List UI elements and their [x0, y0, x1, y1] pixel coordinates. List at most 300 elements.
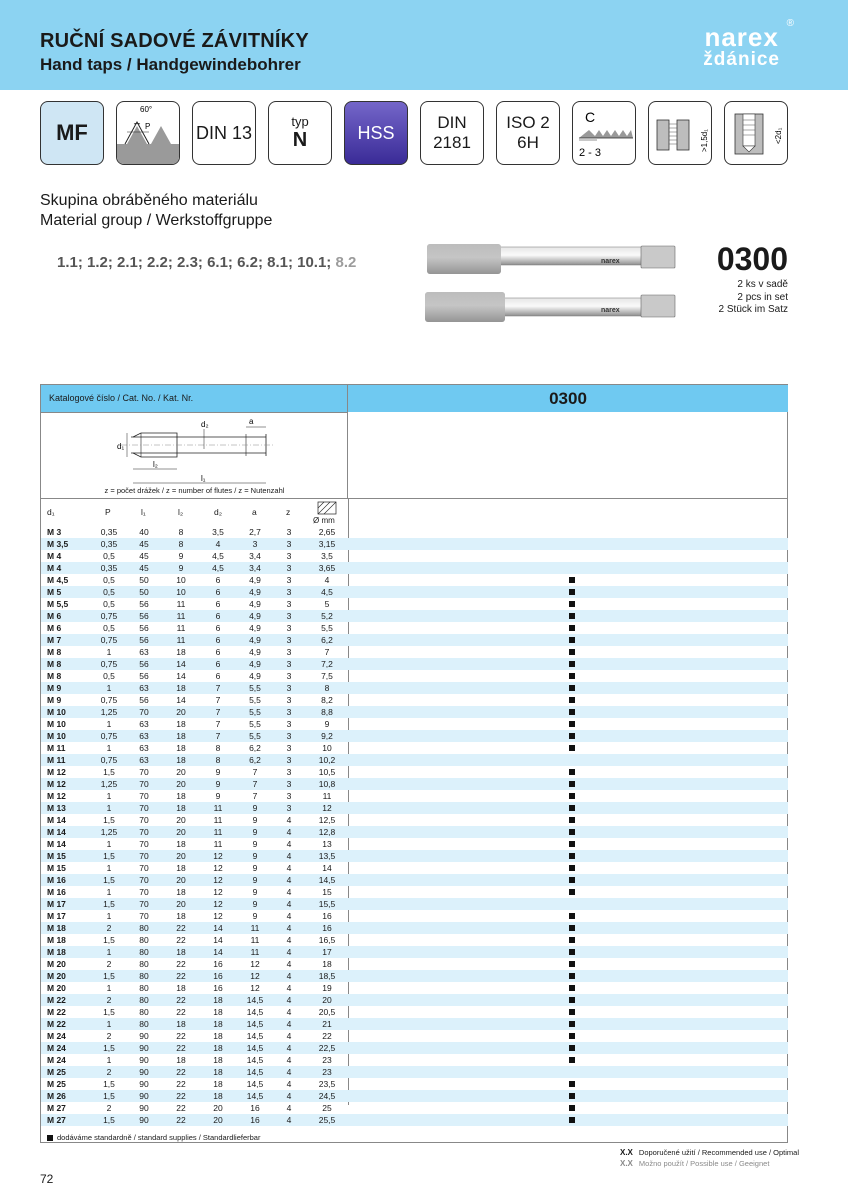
cell-d2: 6 [215, 671, 221, 681]
cell-p: 1 [106, 791, 112, 801]
standard-supply-marker [568, 874, 576, 886]
cell-p: 0,75 [100, 611, 118, 621]
drill-hole-icon [316, 501, 338, 515]
cell-a: 4,9 [249, 611, 261, 621]
cell-l2: 18 [176, 731, 186, 741]
cell-dr: 11 [322, 791, 332, 801]
standard-supply-marker [568, 1090, 576, 1102]
cell-dr: 22,5 [318, 1043, 336, 1053]
through-hole-badge [648, 101, 712, 165]
cell-dr: 19 [322, 983, 332, 993]
cell-dr: 6,2 [321, 635, 333, 645]
cell-d1: M 20 [47, 959, 66, 969]
cell-dr: 7 [324, 647, 330, 657]
cell-dr: 23 [322, 1055, 332, 1065]
cell-l2: 20 [176, 779, 186, 789]
table-row [41, 610, 788, 622]
cell-p: 0,75 [100, 731, 118, 741]
din2181-line1: DIN [437, 113, 467, 132]
table-row [41, 1006, 788, 1018]
cell-p: 1,5 [103, 899, 115, 909]
cell-l2: 18 [176, 743, 186, 753]
cell-l1: 70 [139, 827, 149, 837]
table-row [41, 1030, 788, 1042]
cell-p: 1,5 [103, 1079, 115, 1089]
cell-l1: 50 [139, 587, 149, 597]
cell-a: 5,5 [249, 719, 261, 729]
cell-l1: 80 [139, 1007, 149, 1017]
cell-d1: M 16 [47, 875, 66, 885]
cell-l2: 22 [176, 995, 186, 1005]
cell-a: 9 [252, 839, 258, 849]
tap-1-icon [427, 244, 675, 274]
cell-p: 1 [106, 839, 112, 849]
cell-a: 3,4 [249, 551, 261, 561]
cell-z: 4 [286, 875, 292, 885]
cell-dr: 12 [322, 803, 332, 813]
cell-d1: M 8 [47, 647, 62, 657]
cell-z: 3 [286, 551, 292, 561]
cell-dr: 2,65 [318, 527, 336, 537]
cell-d1: M 14 [47, 839, 66, 849]
cell-p: 2 [106, 1031, 112, 1041]
cell-dr: 23 [322, 1067, 332, 1077]
cell-d2: 7 [215, 695, 221, 705]
cell-dr: 5 [324, 599, 330, 609]
chamfer-value: 2 - 3 [579, 147, 602, 159]
standard-supply-marker [568, 634, 576, 646]
diagram-d1: d₁ [117, 442, 125, 451]
cell-z: 3 [286, 743, 292, 753]
cell-a: 5,5 [249, 731, 261, 741]
cell-d2: 6 [215, 647, 221, 657]
cell-a: 14,5 [246, 1067, 264, 1077]
cell-a: 5,5 [249, 707, 261, 717]
cell-d1: M 22 [47, 995, 66, 1005]
legend-mark-possible: X.X [620, 1159, 633, 1168]
table-row [41, 682, 788, 694]
cell-l1: 80 [139, 947, 149, 957]
material-groups [57, 254, 356, 271]
cell-p: 1 [106, 1055, 112, 1065]
cell-z: 3 [286, 791, 292, 801]
din13-label: DIN 13 [195, 123, 253, 143]
standard-supply-marker [568, 742, 576, 754]
table-row [41, 1102, 788, 1114]
cell-dr: 16 [322, 923, 332, 933]
table-row [41, 802, 788, 814]
cell-a: 4,9 [249, 635, 261, 645]
cell-d1: M 10 [47, 731, 66, 741]
cell-z: 3 [286, 611, 292, 621]
logo-line1: narex [704, 22, 779, 52]
cell-a: 14,5 [246, 1031, 264, 1041]
cell-l1: 70 [139, 899, 149, 909]
diagram-a: a [249, 417, 254, 426]
cell-a: 14,5 [246, 1079, 264, 1089]
pitch-label: P [145, 122, 151, 131]
cell-d2: 9 [215, 767, 221, 777]
cell-p: 1 [106, 863, 112, 873]
cell-z: 3 [286, 623, 292, 633]
cell-l1: 80 [139, 959, 149, 969]
cell-p: 0,35 [100, 539, 118, 549]
cell-d2: 11 [213, 839, 223, 849]
cell-a: 9 [252, 827, 258, 837]
standard-supply-marker [568, 886, 576, 898]
cell-d2: 6 [215, 611, 221, 621]
cell-d2: 14 [213, 947, 223, 957]
cell-a: 4,9 [249, 623, 261, 633]
table-row [41, 646, 788, 658]
cell-dr: 4,5 [321, 587, 333, 597]
standard-supply-marker [568, 730, 576, 742]
cell-p: 1 [106, 683, 112, 693]
cell-l1: 63 [139, 683, 149, 693]
table-row [41, 1078, 788, 1090]
standard-supply-marker [568, 766, 576, 778]
cell-z: 4 [286, 935, 292, 945]
cell-d2: 12 [213, 887, 223, 897]
cell-p: 0,5 [103, 551, 115, 561]
cell-z: 4 [286, 995, 292, 1005]
cell-p: 1 [106, 743, 112, 753]
cell-a: 7 [252, 791, 258, 801]
cell-d1: M 11 [47, 755, 66, 765]
table-row [41, 562, 788, 574]
cell-p: 2 [106, 1103, 112, 1113]
cell-l1: 45 [139, 539, 149, 549]
cell-l1: 56 [139, 611, 149, 621]
table-row [41, 598, 788, 610]
catalog-number-code: 0300 [348, 385, 788, 412]
table-row [41, 970, 788, 982]
cell-p: 1 [106, 1019, 112, 1029]
cell-d1: M 11 [47, 743, 66, 753]
cell-l2: 9 [178, 563, 184, 573]
cell-d2: 6 [215, 599, 221, 609]
cell-dr: 22 [322, 1031, 332, 1041]
cell-l1: 45 [139, 551, 149, 561]
page-number: 72 [40, 1172, 54, 1186]
logo-registered-mark: ® [786, 18, 794, 29]
page-title-cz: RUČNÍ SADOVÉ ZÁVITNÍKY [40, 30, 309, 52]
cell-z: 4 [286, 815, 292, 825]
set-info [719, 279, 788, 317]
table-row [41, 874, 788, 886]
cell-l1: 80 [139, 935, 149, 945]
cell-p: 1,5 [103, 851, 115, 861]
tap-2-brand: narex [601, 307, 620, 314]
header-band [0, 0, 848, 90]
material-groups-recommended: 1.1; 1.2; 2.1; 2.2; 2.3; 6.1; 6.2; 8.1; 10.1; [57, 254, 332, 271]
cell-z: 3 [286, 599, 292, 609]
through-hole-icon [649, 102, 712, 165]
cell-a: 9 [252, 851, 258, 861]
cell-p: 1,25 [100, 779, 118, 789]
cell-d1: M 4,5 [47, 575, 69, 585]
cell-d1: M 10 [47, 719, 66, 729]
cell-a: 7 [252, 767, 258, 777]
cell-l2: 22 [176, 923, 186, 933]
cell-l1: 63 [139, 719, 149, 729]
standard-supply-marker [568, 670, 576, 682]
cell-l2: 18 [176, 755, 186, 765]
set-info-de: 2 Stück im Satz [718, 304, 788, 315]
cell-dr: 15 [322, 887, 332, 897]
cell-l2: 18 [176, 983, 186, 993]
standard-supply-marker [568, 622, 576, 634]
cell-z: 4 [286, 923, 292, 933]
cell-p: 0,35 [100, 563, 118, 573]
cell-d2: 20 [213, 1103, 223, 1113]
cell-dr: 24,5 [318, 1091, 336, 1101]
table-row [41, 1054, 788, 1066]
cell-p: 2 [106, 1067, 112, 1077]
cell-p: 1 [106, 887, 112, 897]
cell-l2: 22 [176, 1067, 186, 1077]
cell-d1: M 17 [47, 899, 66, 909]
cell-p: 1,5 [103, 875, 115, 885]
cell-d2: 14 [213, 923, 223, 933]
cell-d2: 9 [215, 791, 221, 801]
cell-p: 1,5 [103, 1043, 115, 1053]
iso-line2: 6H [517, 133, 539, 152]
cell-l1: 90 [139, 1067, 149, 1077]
cell-l2: 11 [176, 623, 186, 633]
cell-d1: M 4 [47, 551, 62, 561]
cell-d2: 11 [213, 827, 223, 837]
cell-p: 0,5 [103, 575, 115, 585]
cell-z: 4 [286, 887, 292, 897]
standard-supply-marker [568, 982, 576, 994]
cell-l2: 18 [176, 647, 186, 657]
cell-a: 6,2 [249, 755, 261, 765]
cell-d1: M 18 [47, 923, 66, 933]
column-headers [41, 498, 788, 526]
cell-p: 0,5 [103, 599, 115, 609]
cell-dr: 12,5 [318, 815, 336, 825]
cell-d2: 7 [215, 719, 221, 729]
cell-d1: M 3,5 [47, 539, 69, 549]
cell-d1: M 14 [47, 815, 66, 825]
cell-dr: 10,8 [318, 779, 336, 789]
standard-supply-marker [568, 814, 576, 826]
standard-supply-marker [568, 1018, 576, 1030]
diagram-d2: d₂ [201, 420, 209, 429]
cell-d2: 18 [213, 995, 223, 1005]
cell-z: 4 [286, 851, 292, 861]
cell-d2: 6 [215, 635, 221, 645]
cell-l1: 90 [139, 1091, 149, 1101]
cell-p: 0,75 [100, 755, 118, 765]
cell-l2: 11 [176, 635, 186, 645]
cell-dr: 21 [322, 1019, 332, 1029]
table-row [41, 658, 788, 670]
table-row [41, 886, 788, 898]
cell-d2: 3,5 [212, 527, 224, 537]
cell-z: 3 [286, 731, 292, 741]
cell-d1: M 27 [47, 1103, 66, 1113]
cell-d1: M 24 [47, 1043, 66, 1053]
angle-label: 60° [140, 105, 153, 114]
table-row [41, 550, 788, 562]
cell-l1: 45 [139, 563, 149, 573]
table-row [41, 790, 788, 802]
cell-l2: 22 [176, 1079, 186, 1089]
col-a: a [252, 507, 257, 517]
cell-z: 4 [286, 1043, 292, 1053]
tap-dimension-diagram [41, 412, 348, 498]
cell-dr: 15,5 [318, 899, 336, 909]
cell-a: 9 [252, 887, 258, 897]
cell-p: 0,75 [100, 635, 118, 645]
material-groups-possible: 8.2 [335, 254, 357, 271]
cell-d1: M 22 [47, 1007, 66, 1017]
cell-l2: 22 [176, 959, 186, 969]
cell-l2: 14 [176, 671, 186, 681]
cell-d1: M 12 [47, 767, 66, 777]
cell-dr: 3,5 [321, 551, 333, 561]
standard-supply-marker [568, 610, 576, 622]
blind-hole-depth: <2d₁ [774, 127, 783, 144]
cell-d1: M 9 [47, 695, 62, 705]
cell-z: 4 [286, 1067, 292, 1077]
col-d1: d₁ [47, 507, 55, 517]
cell-z: 4 [286, 971, 292, 981]
cell-z: 4 [286, 1079, 292, 1089]
cell-a: 9 [252, 863, 258, 873]
cell-l1: 70 [139, 887, 149, 897]
table-row [41, 634, 788, 646]
cell-z: 3 [286, 767, 292, 777]
cell-dr: 10 [322, 743, 332, 753]
standard-supply-marker [568, 802, 576, 814]
cell-l1: 80 [139, 1019, 149, 1029]
cell-z: 4 [286, 827, 292, 837]
cell-d1: M 6 [47, 611, 62, 621]
legend-mark-recommended: X.X [620, 1148, 633, 1157]
cell-l2: 14 [176, 695, 186, 705]
cell-z: 4 [286, 899, 292, 909]
cell-l1: 90 [139, 1115, 149, 1125]
cell-d2: 4,5 [212, 551, 224, 561]
cell-a: 4,9 [249, 659, 261, 669]
cell-d2: 18 [213, 1079, 223, 1089]
cell-d1: M 16 [47, 887, 66, 897]
cell-dr: 20 [322, 995, 332, 1005]
cell-d2: 6 [215, 575, 221, 585]
standard-supply-note [47, 1133, 260, 1142]
table-row [41, 1090, 788, 1102]
catalog-number-label: Katalogové číslo / Cat. No. / Kat. Nr. [41, 385, 348, 412]
cell-d1: M 12 [47, 791, 66, 801]
chamfer-badge [572, 101, 636, 165]
table-row [41, 574, 788, 586]
cell-p: 1 [106, 947, 112, 957]
cell-l1: 56 [139, 695, 149, 705]
table-row [41, 778, 788, 790]
cell-p: 1 [106, 647, 112, 657]
cell-l2: 18 [176, 719, 186, 729]
tap-set-illustration [423, 240, 679, 326]
cell-l2: 22 [176, 1031, 186, 1041]
table-row [41, 922, 788, 934]
cell-dr: 14,5 [318, 875, 336, 885]
cell-l1: 70 [139, 815, 149, 825]
cell-l1: 56 [139, 671, 149, 681]
cell-a: 9 [252, 899, 258, 909]
cell-z: 3 [286, 575, 292, 585]
type-label: typ [291, 114, 309, 129]
cell-d2: 12 [213, 899, 223, 909]
cell-dr: 16,5 [318, 935, 336, 945]
cell-l2: 10 [176, 575, 186, 585]
cell-d1: M 24 [47, 1055, 66, 1065]
cell-d1: M 14 [47, 827, 66, 837]
standard-supply-marker [568, 586, 576, 598]
cell-a: 3 [252, 539, 258, 549]
table-row [41, 910, 788, 922]
table-row [41, 826, 788, 838]
chamfer-icon [573, 102, 636, 165]
table-row [41, 706, 788, 718]
cell-z: 3 [286, 563, 292, 573]
table-row [41, 814, 788, 826]
type-badge [268, 101, 332, 165]
table-row [41, 694, 788, 706]
cell-dr: 25 [322, 1103, 332, 1113]
cell-l1: 90 [139, 1043, 149, 1053]
standard-supply-marker [568, 826, 576, 838]
table-row [41, 958, 788, 970]
cell-d2: 7 [215, 707, 221, 717]
cell-l2: 18 [176, 947, 186, 957]
cell-l1: 63 [139, 743, 149, 753]
cell-d2: 6 [215, 587, 221, 597]
cell-a: 4,9 [249, 575, 261, 585]
cell-p: 0,75 [100, 695, 118, 705]
through-hole-depth: >1,5d₁ [700, 129, 709, 152]
col-drill: Ø mm [313, 516, 335, 525]
cell-a: 9 [252, 803, 258, 813]
cell-d2: 12 [213, 911, 223, 921]
table-row [41, 766, 788, 778]
cell-z: 4 [286, 911, 292, 921]
cell-dr: 14 [322, 863, 332, 873]
standard-supply-marker [568, 862, 576, 874]
cell-dr: 10,2 [318, 755, 336, 765]
cell-l2: 18 [176, 791, 186, 801]
cell-p: 1 [106, 911, 112, 921]
material-label-cz: Skupina obráběného materiálu [40, 192, 258, 209]
cell-p: 1,5 [103, 1115, 115, 1125]
cell-d2: 11 [213, 815, 223, 825]
cell-a: 16 [250, 1103, 260, 1113]
cell-l2: 22 [176, 1115, 186, 1125]
cell-d1: M 13 [47, 803, 66, 813]
cell-z: 4 [286, 1055, 292, 1065]
cell-z: 3 [286, 671, 292, 681]
cell-d1: M 9 [47, 683, 62, 693]
cell-l1: 70 [139, 851, 149, 861]
cell-l1: 90 [139, 1079, 149, 1089]
material-label-en: Material group / Werkstoffgruppe [40, 212, 273, 229]
cell-l2: 11 [176, 599, 186, 609]
legend-possible: Možno použít / Possible use / Geeignet [638, 1159, 770, 1168]
cell-d2: 8 [215, 755, 221, 765]
table-rows [41, 526, 788, 1126]
